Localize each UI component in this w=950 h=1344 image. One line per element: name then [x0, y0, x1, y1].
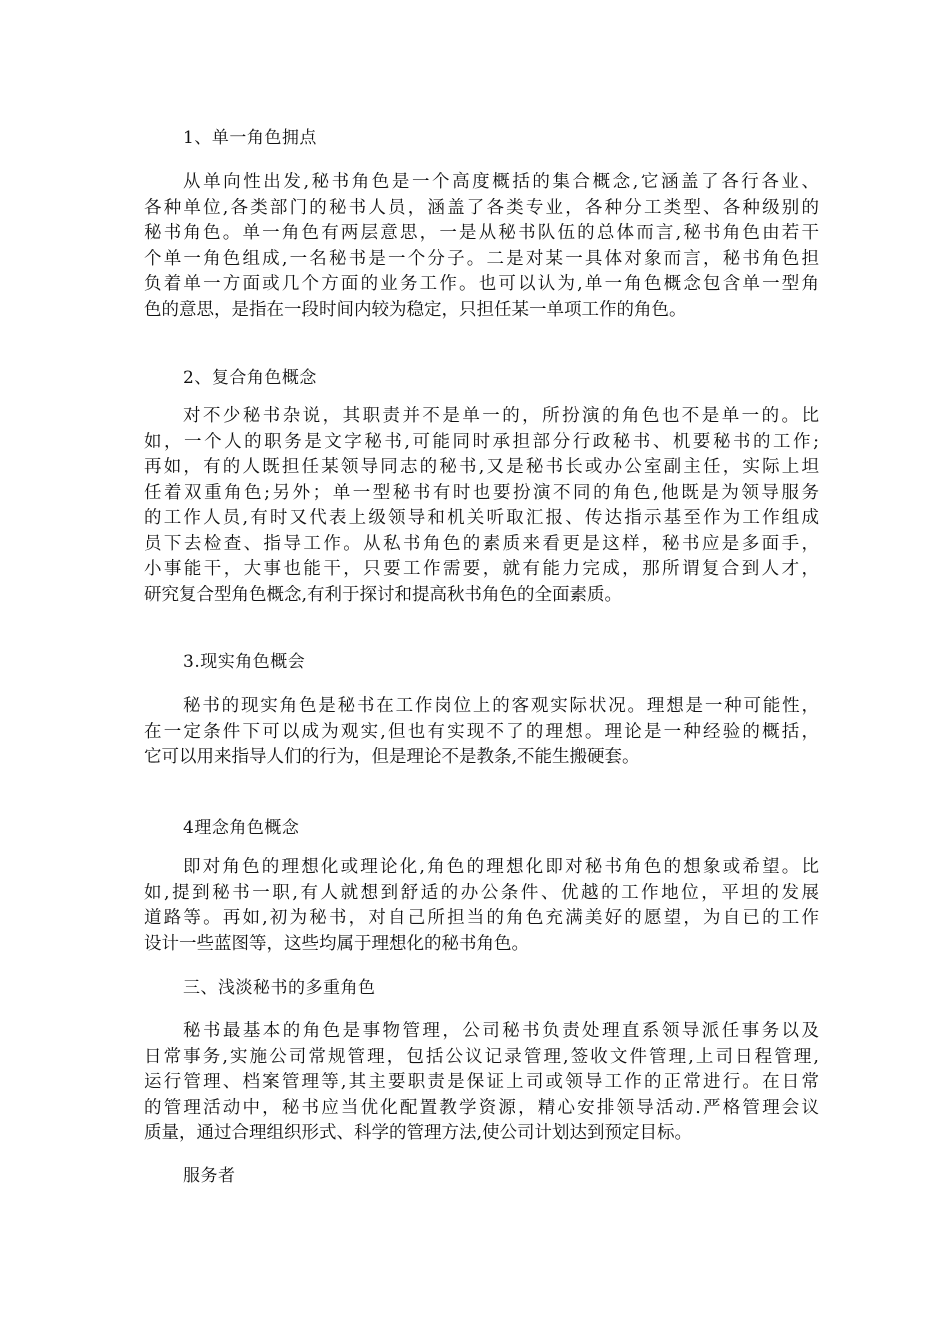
paragraph-line: 个单一角色组成,一名秘书是一个分子。二是对某一具体对象而言，秘书角色担: [144, 248, 819, 269]
paragraph-line: 设计一些蓝图等，这些均属于理想化的秘书角色。: [144, 933, 529, 954]
section-heading-5: 三、浅淡秘书的多重角色: [183, 978, 376, 998]
paragraph-line: 员下去检查、指导工作。从私书角色的素质来看更是这样，秘书应是多面手，: [144, 533, 819, 554]
paragraph-line: 负着单一方面或几个方面的业务工作。也可以认为,单一角色概念包含单一型角: [144, 274, 819, 294]
paragraph-line: 日常事务,实施公司常规管理，包括公议记录管理,签收文件管理,上司日程管理,: [144, 1046, 819, 1067]
section-heading-6: 服务者: [183, 1166, 236, 1186]
paragraph-line: 秘书角色。单一角色有两层意思，一是从秘书队伍的总体而言,秘书角色由若干: [144, 223, 819, 243]
paragraph-line: 在一定条件下可以成为观实,但也有实现不了的理想。理论是一种经验的概括，: [144, 721, 819, 742]
section-paragraph-4: [144, 855, 819, 957]
paragraph-line: 质量，通过合理组织形式、科学的管理方法,使公司计划达到预定目标。: [144, 1123, 693, 1143]
section-heading-2: 2、复合角色概念: [183, 368, 317, 388]
paragraph-line: 任着双重角色;另外；单一型秘书有时也要扮演不同的角色,他既是为领导服务: [144, 482, 819, 503]
paragraph-line: 秘书的现实角色是秘书在工作岗位上的客观实际状况。理想是一种可能性，: [183, 696, 819, 716]
paragraph-line: 再如，有的人既担任某领导同志的秘书,又是秘书长或办公室副主任，实际上坦: [144, 457, 819, 477]
paragraph-line: 的管理活动中，秘书应当优化配置教学资源，精心安排领导活动.严格管理会议: [144, 1097, 819, 1118]
section-paragraph-1: [144, 170, 819, 323]
section-paragraph-2: [144, 404, 819, 608]
paragraph-line: 如,提到秘书一职,有人就想到舒适的办公条件、优越的工作地位，平坦的发展: [144, 882, 819, 903]
paragraph-line: 色的意思，是指在一段时间内较为稳定，只担任某一单项工作的角色。: [144, 299, 687, 320]
paragraph-line: 各种单位,各类部门的秘书人员，涵盖了各类专业，各种分工类型、各种级别的: [144, 197, 819, 218]
section-paragraph-3: [144, 694, 819, 771]
paragraph-line: 小事能干，大事也能干，只要工作需要，就有能力完成，那所谓复合到人才，: [144, 559, 819, 579]
paragraph-line: 研究复合型角色概念,有利于探讨和提高秋书角色的全面素质。: [144, 584, 623, 605]
paragraph-line: 即对角色的理想化或理论化,角色的理想化即对秘书角色的想象或希望。比: [183, 857, 819, 877]
paragraph-line: 它可以用来指导人们的行为，但是理论不是教条,不能生搬硬套。: [144, 747, 640, 767]
paragraph-line: 秘书最基本的角色是事物管理，公司秘书负责处理直系领导派任事务以及: [183, 1021, 819, 1041]
paragraph-line: 运行管理、档案管理等,其主要职责是保证上司或领导工作的正常进行。在日常: [144, 1072, 819, 1092]
paragraph-line: 从单向性出发,秘书角色是一个高度概括的集合概念,它涵盖了各行各业、: [183, 172, 819, 192]
paragraph-line: 如，一个人的职务是文字秘书,可能同时承担部分行政秘书、机要秘书的工作;: [144, 431, 819, 452]
section-heading-3: 3.现实角色概会: [183, 652, 306, 672]
paragraph-line: 对不少秘书杂说，其职责并不是单一的，所扮演的角色也不是单一的。比: [183, 406, 819, 426]
paragraph-line: 的工作人员,有时又代表上级领导和机关听取汇报、传达指示基至作为工作组成: [144, 508, 819, 528]
section-paragraph-5: [144, 1019, 819, 1147]
section-heading-1: 1、单一角色拥点: [183, 128, 317, 148]
section-heading-4: 4理念角色概念: [183, 818, 300, 838]
paragraph-line: 道路等。再如,初为秘书，对自己所担当的角色充满美好的愿望，为自已的工作: [144, 908, 819, 928]
